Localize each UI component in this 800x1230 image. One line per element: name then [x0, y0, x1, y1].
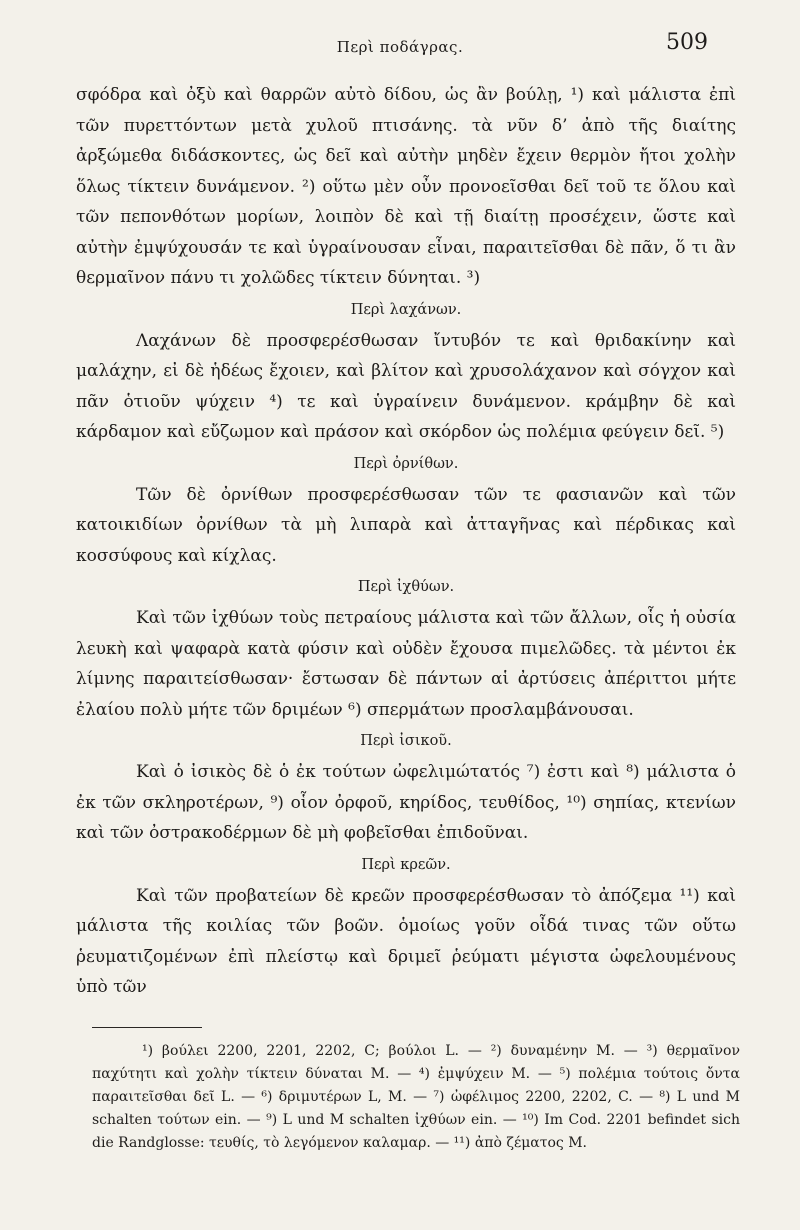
footnote-text: ¹) βούλει 2200, 2201, 2202, C; βούλοι L. — ²) δυναμένην M. — ³) θερμαῖνον παχύτητι καὶ χολὴν τίκτειν δύναται M. — ⁴) ἐμψύχειν M. — ⁵) πολέμια τούτοις ὄντα παραιτεῖσθαι δεῖ L. — ⁶) δριμυτέρων L, M. — ⁷) ὠφέλιμος 2200, 2202, C. — ⁸) L und M schalten τούτων ein. — ⁹) L und M schalten ἰχθύων ein. — ¹⁰) Im Cod. 2201 befindet sich die Randglosse: τευθίς, τὸ λεγόμενον καλαμαρ. — ¹¹) ἀπὸ ζέματος M. [92, 1043, 740, 1151]
section-heading-birds: Περὶ ὀρνίθων. [353, 455, 459, 472]
section-heading-fish: Περὶ ἰχθύων. [357, 579, 455, 595]
paragraph-meat: Καὶ τῶν προβατείων δὲ κρεῶν προσφερέσθωσαν τὸ ἀπόζεμα ¹¹) καὶ μάλιστα τῆς κοιλίας τῶν βοῶν. ὁμοίως γοῦν οἶδά τινας τῶν οὕτω ῥευματιζομένων ἐπὶ πλείστῳ καὶ δριμεῖ ῥεύματι μέγιστα ὠφελουμένους ὑπὸ τῶν [76, 885, 736, 997]
paragraph-isikos: Καὶ ὁ ἰσικὸς δὲ ὁ ἐκ τούτων ὠφελιμώτατός ⁷) ἐστι καὶ ⁸) μάλιστα ὁ ἐκ τῶν σκληροτέρων, ⁹) οἷον ὀρφοῦ, κηρίδος, τευθίδος, ¹⁰) σηπίας, κτενίων καὶ τῶν ὀστρακοδέρμων δὲ μὴ φοβεῖσθαι ἐπιδοῦναι. [76, 762, 736, 843]
page-number: 509 [666, 30, 708, 55]
section-heading-isikos: Περὶ ἰσικοῦ. [360, 733, 452, 749]
section-heading-vegetables: Περὶ λαχάνων. [350, 301, 462, 318]
footnotes [92, 1040, 740, 1155]
paragraph-birds: Τῶν δὲ ὀρνίθων προσφερέσθωσαν τῶν τε φασιανῶν καὶ τῶν κατοικιδίων ὀρνίθων τὰ μὴ λιπαρὰ καὶ ἀτταγῆνας καὶ πέρδικας καὶ κοσσύφους καὶ κίχλας. [76, 484, 736, 566]
main-text [76, 80, 736, 1003]
running-head: Περὶ ποδάγρας. [336, 38, 464, 56]
section-heading-meat: Περὶ κρεῶν. [361, 856, 451, 873]
paragraph-fish: Καὶ τῶν ἰχθύων τοὺς πετραίους μάλιστα καὶ τῶν ἄλλων, οἷς ἡ οὐσία λευκὴ καὶ ψαφαρὰ κατὰ φύσιν καὶ οὐδὲν ἔχουσα πιμελῶδες. τὰ μέντοι ἐκ λίμνης παραιτείσθωσαν· ἔστωσαν δὲ πάντων αἱ ἀρτύσεις ἀπέριττοι μήτε ἐλαίου πολὺ μήτε τῶν δριμέων ⁶) σπερμάτων προσλαμβάνουσαι. [76, 608, 736, 720]
paragraph-vegetables: Λαχάνων δὲ προσφερέσθωσαν ἴντυβόν τε καὶ θριδακίνην καὶ μαλάχην, εἰ δὲ ἡδέως ἔχοιεν, καὶ βλίτον καὶ χρυσολάχανον καὶ σόγχον καὶ πᾶν ὁτιοῦν ψύχειν ⁴) τε καὶ ὑγραίνειν δυνάμενον. κράμβην δὲ καὶ κάρδαμον καὶ εὔζωμον καὶ πράσον καὶ σκόρδον ὡς πολέμια φεύγειν δεῖ. ⁵) [76, 330, 736, 442]
footnote-divider [92, 1027, 202, 1028]
paragraph-diet-intro: σφόδρα καὶ ὀξὺ καὶ θαρρῶν αὐτὸ δίδου, ὡς ἂν βούλῃ, ¹) καὶ μάλιστα ἐπὶ τῶν πυρεττόντων μετὰ χυλοῦ πτισάνης. τὰ νῦν δ’ ἀπὸ τῆς διαίτης ἀρξώμεθα διδάσκοντες, ὡς δεῖ καὶ αὐτὴν μηδὲν ἔχειν θερμὸν ἤτοι χολὴν ὅλως τίκτειν δυνάμενον. ²) οὕτω μὲν οὖν προνοεῖσθαι δεῖ τοῦ τε ὅλου καὶ τῶν πεπονθότων μορίων, λοιπὸν δὲ καὶ τῇ διαίτῃ προσέχειν, ὥστε καὶ αὐτὴν ἐμψύχουσάν τε καὶ ὑγραίνουσαν εἶναι, παραιτεῖσθαι δὲ πᾶν, ὅ τι ἂν θερμαῖνον πάνυ τι χολῶδες τίκτειν δύνηται. ³) [76, 85, 736, 288]
